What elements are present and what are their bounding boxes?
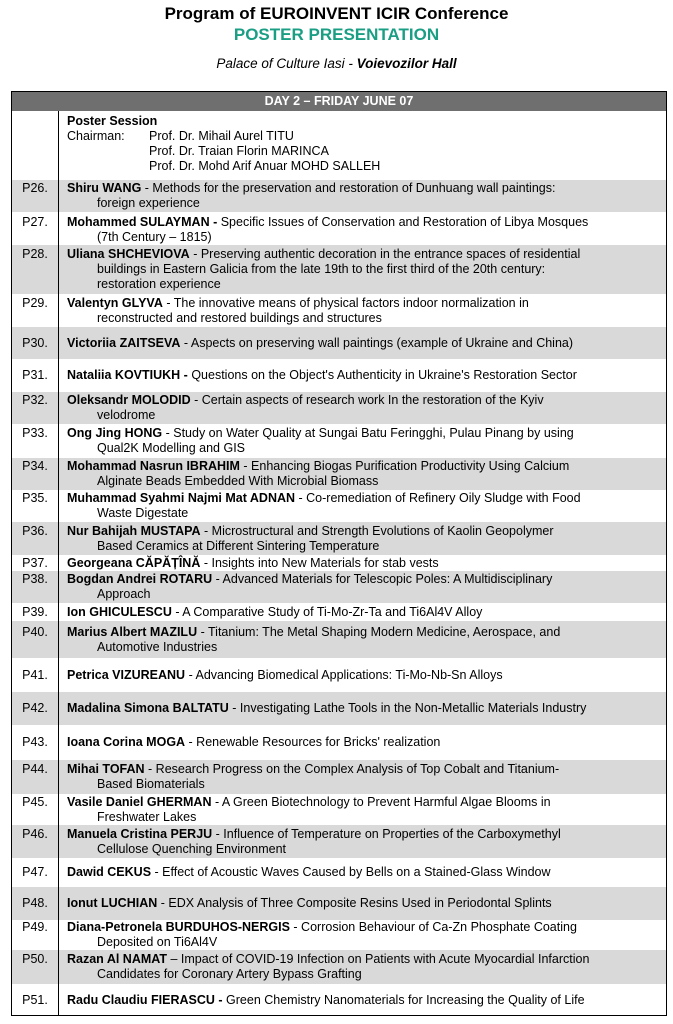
author-name: Diana-Petronela BURDUHOS-NERGIS: [67, 920, 290, 934]
poster-entry: [67, 952, 659, 982]
poster-title-continuation: foreign experience: [97, 196, 200, 210]
poster-title-line-1: - Insights into New Materials for stab vests: [200, 556, 439, 570]
poster-title-line-1: – Impact of COVID-19 Infection on Patients with Acute Myocardial Infarction: [167, 952, 590, 966]
poster-entry: [67, 605, 659, 620]
author-name: Vasile Daniel GHERMAN: [67, 795, 212, 809]
poster-code: P34.: [22, 459, 48, 473]
table-row: [12, 555, 666, 571]
table-row: [12, 490, 666, 522]
chair-2: Prof. Dr. Traian Florin MARINCA: [149, 144, 329, 158]
table-row: [12, 603, 666, 621]
table-row: [12, 245, 666, 294]
poster-entry: [67, 181, 659, 211]
poster-entry: [67, 491, 659, 521]
poster-title-continuation: Qual2K Modelling and GIS: [97, 441, 246, 455]
poster-code: P42.: [22, 701, 48, 715]
poster-title-line-1: - The innovative means of physical factors indoor normalization in: [162, 296, 529, 310]
table-row: [12, 950, 666, 984]
poster-code: P43.: [22, 735, 48, 749]
poster-entry: [67, 426, 659, 456]
poster-code: P28.: [22, 247, 48, 261]
poster-code: P48.: [22, 896, 48, 910]
poster-entry: [67, 368, 659, 383]
poster-code: P33.: [22, 426, 48, 440]
author-name: Shiru WANG: [67, 181, 142, 195]
poster-code: P41.: [22, 668, 48, 682]
poster-title-continuation: velodrome: [97, 408, 156, 422]
table-row: [12, 458, 666, 490]
table-row: [12, 392, 666, 424]
author-name: Ioana Corina MOGA: [67, 735, 186, 749]
author-name: Madalina Simona BALTATU: [67, 701, 229, 715]
poster-entry: [67, 795, 659, 825]
table-row: [12, 621, 666, 658]
poster-entry: [67, 735, 659, 750]
day-header: DAY 2 – FRIDAY JUNE 07: [12, 92, 666, 111]
author-name: Manuela Cristina PERJU: [67, 827, 213, 841]
poster-title-continuation: Alginate Beads Embedded With Microbial Biomass: [97, 474, 379, 488]
poster-title-continuation: Waste Digestate: [97, 506, 189, 520]
poster-title-line-1: Questions on the Object's Authenticity in Ukraine's Restoration Sector: [191, 368, 577, 382]
table-row: [12, 424, 666, 458]
poster-code: P46.: [22, 827, 48, 841]
poster-code: P31.: [22, 368, 48, 382]
poster-title-line-1: - Aspects on preserving wall paintings (example of Ukraine and China): [180, 336, 574, 350]
table-row: [12, 180, 666, 212]
poster-entry: [67, 896, 659, 911]
poster-title-line-1: - Corrosion Behaviour of Ca-Zn Phosphate Coating: [289, 920, 577, 934]
author-name: Nataliia KOVTIUKH -: [67, 368, 192, 382]
program-title: Program of EUROINVENT ICIR Conference: [164, 4, 509, 23]
poster-code: P27.: [22, 215, 48, 229]
author-name: Nur Bahijah MUSTAPA: [67, 524, 201, 538]
poster-code: P51.: [22, 993, 48, 1007]
table-row: [12, 213, 666, 247]
table-row: [12, 522, 666, 555]
column-divider: [58, 111, 59, 1015]
table-row: [12, 984, 666, 1017]
poster-title-continuation: restoration experience: [97, 277, 221, 291]
poster-title-line-1: - Effect of Acoustic Waves Caused by Bells on a Stained-Glass Window: [151, 865, 551, 879]
poster-title-line-1: - Research Progress on the Complex Analysis of Top Cobalt and Titanium-: [144, 762, 560, 776]
poster-code: P29.: [22, 296, 48, 310]
poster-title-line-1: - Certain aspects of research work In the restoration of the Kyiv: [190, 393, 544, 407]
author-name: Ionut LUCHIAN: [67, 896, 158, 910]
author-name: Valentyn GLYVA: [67, 296, 163, 310]
poster-entry: [67, 556, 659, 571]
table-row: [12, 794, 666, 825]
chair-1: Prof. Dr. Mihail Aurel TITU: [149, 129, 294, 143]
poster-title-line-1: - A Comparative Study of Ti-Mo-Zr-Ta and Ti6Al4V Alloy: [171, 605, 483, 619]
author-name: Uliana SHCHEVIOVA: [67, 247, 190, 261]
program-table: [11, 91, 667, 1016]
author-name: Radu Claudiu FIERASCU -: [67, 993, 227, 1007]
author-name: Victoriia ZAITSEVA: [67, 336, 181, 350]
poster-code: P30.: [22, 336, 48, 350]
venue-hall: Voievozilor Hall: [356, 56, 457, 71]
author-name: Ong Jing HONG: [67, 426, 163, 440]
table-row: [12, 760, 666, 794]
poster-title-continuation: Based Ceramics at Different Sintering Temperature: [97, 539, 380, 553]
table-row: [12, 887, 666, 920]
table-row: [12, 294, 666, 327]
poster-entry: [67, 247, 659, 292]
poster-code: P37.: [22, 556, 48, 570]
table-row: [12, 359, 666, 392]
poster-code: P40.: [22, 625, 48, 639]
table-row: [12, 858, 666, 887]
chair-line-1: [67, 129, 380, 144]
poster-title-continuation: Automotive Industries: [97, 640, 218, 654]
poster-title-line-1: - Titanium: The Metal Shaping Modern Medicine, Aerospace, and: [197, 625, 561, 639]
poster-title-line-1: - Microstructural and Strength Evolutions of Kaolin Geopolymer: [200, 524, 554, 538]
poster-entry: [67, 459, 659, 489]
author-name: Dawid CEKUS: [67, 865, 152, 879]
poster-entry: [67, 668, 659, 683]
poster-code: P39.: [22, 605, 48, 619]
poster-entry: [67, 296, 659, 326]
poster-title-continuation: Deposited on Ti6Al4V: [97, 935, 218, 949]
poster-title-line-1: - Advancing Biomedical Applications: Ti-Mo-Nb-Sn Alloys: [185, 668, 503, 682]
poster-entry: [67, 336, 659, 351]
poster-entry: [67, 920, 659, 950]
poster-title-line-1: - Renewable Resources for Bricks' realization: [185, 735, 441, 749]
poster-title-line-1: Green Chemistry Nanomaterials for Increasing the Quality of Life: [226, 993, 585, 1007]
poster-title-line-1: - Study on Water Quality at Sungai Batu Feringghi, Pulau Pinang by using: [162, 426, 574, 440]
poster-title-line-1: - Co-remediation of Refinery Oily Sludge with Food: [295, 491, 581, 505]
poster-entry: [67, 993, 659, 1008]
author-name: Marius Albert MAZILU: [67, 625, 198, 639]
poster-entry: [67, 215, 659, 245]
poster-entry: [67, 524, 659, 554]
poster-entry: [67, 701, 659, 716]
poster-title-line-1: - Methods for the preservation and restoration of Dunhuang wall paintings:: [141, 181, 556, 195]
poster-code: P50.: [22, 952, 48, 966]
author-name: Mohammed SULAYMAN -: [67, 215, 221, 229]
poster-code: P44.: [22, 762, 48, 776]
poster-title-line-1: - Investigating Lathe Tools in the Non-Metallic Materials Industry: [228, 701, 587, 715]
venue-line: [0, 56, 673, 71]
poster-code: P36.: [22, 524, 48, 538]
poster-title-line-1: - Enhancing Biogas Purification Productivity Using Calcium: [239, 459, 570, 473]
table-row: [12, 825, 666, 858]
poster-title-line-1: - Advanced Materials for Telescopic Poles: A Multidisciplinary: [212, 572, 553, 586]
poster-code: P49.: [22, 920, 48, 934]
venue-prefix: Palace of Culture Iasi -: [216, 56, 357, 71]
author-name: Bogdan Andrei ROTARU: [67, 572, 213, 586]
poster-title-line-1: - Influence of Temperature on Properties of the Carboxymethyl: [212, 827, 561, 841]
author-name: Muhammad Syahmi Najmi Mat ADNAN: [67, 491, 296, 505]
poster-title-line-1: Specific Issues of Conservation and Restoration of Libya Mosques: [220, 215, 589, 229]
poster-entry: [67, 572, 659, 602]
table-row: [12, 327, 666, 359]
table-row: [12, 571, 666, 603]
table-row: [12, 658, 666, 692]
poster-title-continuation: Freshwater Lakes: [97, 810, 197, 824]
table-row: [12, 725, 666, 760]
author-name: Georgeana CĂPĂȚÎNĂ: [67, 556, 201, 570]
table-row: [12, 920, 666, 950]
poster-entry: [67, 762, 659, 792]
poster-session-block: [67, 114, 380, 174]
poster-title-continuation: Cellulose Quenching Environment: [97, 842, 286, 856]
poster-code: P45.: [22, 795, 48, 809]
poster-code: P26.: [22, 181, 48, 195]
author-name: Razan Al NAMAT: [67, 952, 167, 966]
author-name: Ion GHICULESCU: [67, 605, 172, 619]
chair-3: Prof. Dr. Mohd Arif Anuar MOHD SALLEH: [149, 159, 381, 173]
poster-entry: [67, 865, 659, 880]
chair-label: Chairman:: [67, 129, 125, 143]
poster-code: P47.: [22, 865, 48, 879]
poster-entry: [67, 393, 659, 423]
author-name: Petrica VIZUREANU: [67, 668, 186, 682]
poster-entry: [67, 827, 659, 857]
poster-entry: [67, 625, 659, 655]
presentation-type: POSTER PRESENTATION: [233, 25, 440, 44]
poster-title-line-1: - EDX Analysis of Three Composite Resins Used in Periodontal Splints: [157, 896, 552, 910]
poster-title-continuation: Approach: [97, 587, 151, 601]
poster-title-continuation: (7th Century – 1815): [97, 230, 212, 244]
poster-title-continuation: reconstructed and restored buildings and structures: [97, 311, 382, 325]
session-title: Poster Session: [67, 114, 158, 128]
poster-code: P38.: [22, 572, 48, 586]
poster-title-line-1: - A Green Biotechnology to Prevent Harmful Algae Blooms in: [211, 795, 551, 809]
poster-title-line-1: - Preserving authentic decoration in the entrance spaces of residential: [189, 247, 581, 261]
author-name: Oleksandr MOLODID: [67, 393, 191, 407]
poster-code: P35.: [22, 491, 48, 505]
table-row: [12, 692, 666, 725]
poster-title-continuation: buildings in Eastern Galicia from the late 19th to the first third of the 20th century:: [97, 262, 546, 276]
poster-title-continuation: Candidates for Coronary Artery Bypass Grafting: [97, 967, 362, 981]
poster-title-continuation: Based Biomaterials: [97, 777, 205, 791]
poster-code: P32.: [22, 393, 48, 407]
author-name: Mihai TOFAN: [67, 762, 145, 776]
author-name: Mohammad Nasrun IBRAHIM: [67, 459, 240, 473]
